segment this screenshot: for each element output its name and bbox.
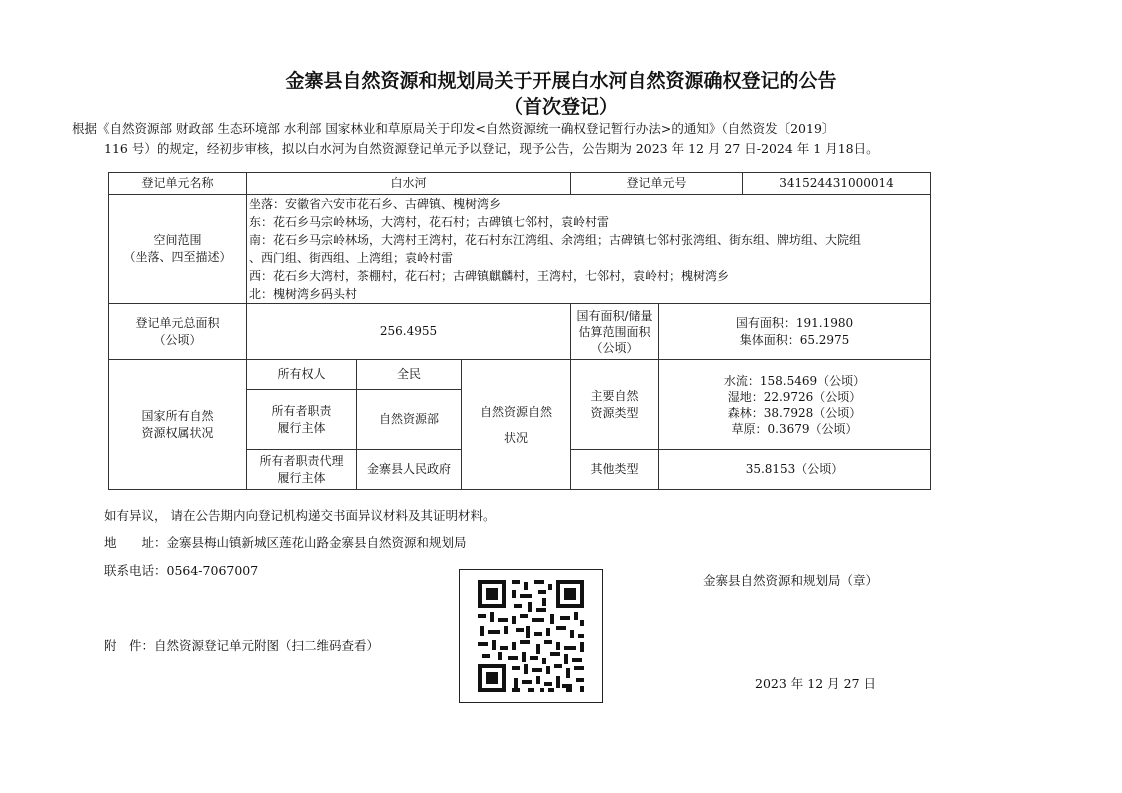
- proxy-subject-label: [247, 450, 357, 490]
- qr-code[interactable]: [459, 569, 603, 703]
- address-line: 地 址：金寨县梅山镇新城区莲花山路金寨县自然资源和规划局: [104, 535, 467, 550]
- nature-status-label-line-1: 自然资源自然: [479, 404, 552, 419]
- area-values: [659, 304, 931, 360]
- main-type-label-line-2: 资源类型: [590, 405, 639, 420]
- scope-line: 、西门组、街西组、上湾组；袁岭村雷: [249, 251, 454, 265]
- total-area-label-line-1: 登记单元总面积: [135, 315, 220, 330]
- scope-line: 北：槐树湾乡码头村: [249, 287, 358, 301]
- main-type-grassland: 草原：0.3679（公顷）: [731, 421, 858, 436]
- nature-status-label-line-2: 状况: [503, 430, 528, 445]
- scope-line: 西：花石乡大湾村，茶棚村，花石村；古碑镇麒麟村，王湾村，七邻村，袁岭村；槐树湾乡: [249, 269, 730, 283]
- scope-label: [109, 195, 247, 304]
- unit-name-value: 白水河: [247, 173, 571, 195]
- proxy-subject-label-line-2: 履行主体: [277, 470, 326, 485]
- other-type-label: 其他类型: [571, 450, 659, 490]
- scope-label-line-1: 空间范围: [153, 233, 202, 247]
- state-area-label-line-3: （公顷）: [590, 340, 639, 355]
- scope-description: [247, 195, 931, 304]
- scope-label-line-2: （坐落、四至描述）: [123, 250, 232, 264]
- registration-table: [108, 172, 931, 490]
- unit-no-value: 341524431000014: [743, 173, 931, 195]
- state-area-label-line-1: 国有面积/储量: [576, 308, 653, 323]
- phone-line: 联系电话：0564-7067007: [104, 563, 259, 578]
- scope-line: 东：花石乡马宗岭林场，大湾村，花石村；古碑镇七邻村，袁岭村雷: [249, 215, 610, 229]
- state-area-value: 国有面积：191.1980: [735, 315, 854, 330]
- document-title: 金寨县自然资源和规划局关于开展白水河自然资源确权登记的公告: [285, 70, 837, 92]
- objection-notice: 如有异议， 请在公告期内向登记机构递交书面异议材料及其证明材料。: [104, 508, 496, 523]
- owner-label: 所有权人: [247, 360, 357, 390]
- intro-line-2: 116 号）的规定，经初步审核，拟以白水河为自然资源登记单元予以登记，现予公告，公告期为 2023 年 12 月 27 日-2024 年 1 月18日。: [104, 141, 879, 156]
- proxy-subject-value: 金寨县人民政府: [357, 450, 462, 490]
- ownership-label-line-2: 资源权属状况: [141, 425, 214, 440]
- main-type-water: 水流：158.5469（公顷）: [723, 373, 866, 388]
- collective-area-value: 集体面积：65.2975: [739, 332, 850, 347]
- main-type-wetland: 湿地：22.9726（公顷）: [727, 389, 862, 404]
- unit-name-label: 登记单元名称: [109, 173, 247, 195]
- ownership-label: [109, 360, 247, 490]
- qr-code-icon: [460, 570, 602, 702]
- attachment-line: 附 件：自然资源登记单元附图（扫二维码查看）: [104, 638, 380, 653]
- other-type-value: 35.8153（公顷）: [659, 450, 931, 490]
- total-area-label-line-2: （公顷）: [153, 332, 202, 347]
- main-type-values: [659, 360, 931, 450]
- main-type-label-line-1: 主要自然: [590, 388, 639, 403]
- state-area-label: [571, 304, 659, 360]
- duty-subject-label-line-2: 履行主体: [277, 420, 326, 435]
- scope-line: 坐落：安徽省六安市花石乡、古碑镇、槐树湾乡: [249, 197, 502, 211]
- owner-value: 全民: [357, 360, 462, 390]
- scope-line: 南：花石乡马宗岭林场，大湾村王湾村，花石村东江湾组、余湾组；古碑镇七邻村张湾组、街东组、牌坊组、大院组: [249, 233, 862, 247]
- state-area-label-line-2: 估算范围面积: [578, 324, 651, 339]
- issue-date: 2023 年 12 月 27 日: [755, 676, 876, 691]
- duty-subject-value: 自然资源部: [357, 390, 462, 450]
- ownership-label-line-1: 国家所有自然: [141, 408, 214, 423]
- intro-paragraph: [72, 119, 956, 159]
- document-subtitle: （首次登记）: [503, 96, 618, 118]
- main-type-forest: 森林：38.7928（公顷）: [727, 405, 862, 420]
- duty-subject-label-line-1: 所有者职责: [271, 403, 332, 418]
- intro-line-1: 根据《自然资源部 财政部 生态环境部 水利部 国家林业和草原局关于印发<自然资源统一确权登记暂行办法>的通知》（自然资发〔2019〕: [72, 121, 835, 136]
- proxy-subject-label-line-1: 所有者职责代理: [259, 453, 344, 468]
- unit-no-label: 登记单元号: [571, 173, 743, 195]
- total-area-value: 256.4955: [247, 304, 571, 360]
- duty-subject-label: [247, 390, 357, 450]
- nature-status-label: [462, 360, 571, 490]
- issuer-seal-line: 金寨县自然资源和规划局（章）: [703, 573, 879, 588]
- total-area-label: [109, 304, 247, 360]
- main-type-label: [571, 360, 659, 450]
